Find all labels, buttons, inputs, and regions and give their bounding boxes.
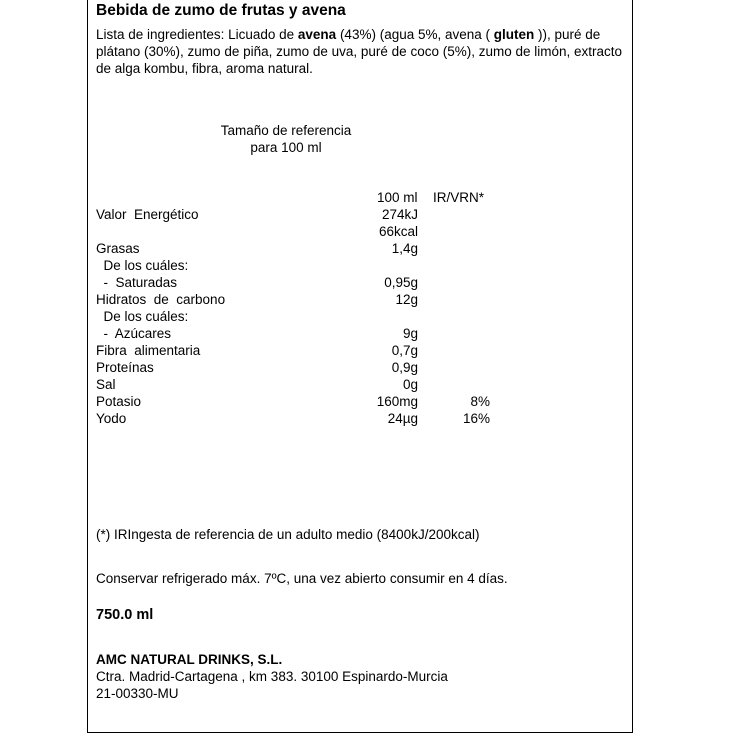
nutrient-ir: 16% — [462, 411, 490, 426]
company-name: AMC NATURAL DRINKS, S.L. — [96, 652, 283, 667]
column-header-ir: IR/VRN* — [433, 190, 485, 205]
ingredients-list — [96, 26, 628, 77]
nutrient-value: 0,9g — [391, 360, 418, 375]
nutrient-value: 66kcal — [378, 224, 418, 239]
footnote: (*) IRIngesta de referencia de un adulto medio (8400kJ/200kcal) — [96, 527, 480, 542]
nutrient-label: Sal — [96, 377, 116, 392]
nutrient-ir: 8% — [470, 394, 490, 409]
ingredients-text: Licuado de — [228, 27, 298, 42]
nutrient-value: 274kJ — [381, 207, 418, 222]
nutrient-value: 12g — [395, 292, 418, 307]
nutrient-value: 160mg — [376, 394, 418, 409]
reference-size-line1: Tamaño de referencia — [220, 123, 352, 138]
nutrient-label: Fibra alimentaria — [96, 343, 201, 358]
allergen-gluten: gluten — [493, 27, 535, 42]
product-title: Bebida de zumo de frutas y avena — [96, 2, 346, 19]
nutrient-value: 24µg — [387, 411, 418, 426]
nutrient-label: - Saturadas — [96, 275, 178, 290]
ingredients-text: (43%) (agua 5%, avena ( — [336, 27, 494, 42]
reference-size-line2: para 100 ml — [250, 140, 322, 155]
storage-instructions: Conservar refrigerado máx. 7ºC, una vez abierto consumir en 4 días. — [96, 571, 508, 586]
nutrient-value: 0,95g — [384, 275, 418, 290]
ingredients-text: )), puré de plátano (30%), zumo de piña, zumo de uva, puré de coco (5%), zumo de limón, extracto de alga kombu, fibra, aroma natural. — [96, 27, 623, 76]
allergen-avena: avena — [297, 27, 337, 42]
nutrient-value: 1,4g — [391, 241, 418, 256]
nutrient-label: Valor Energético — [96, 207, 199, 222]
nutrient-label: - Azúcares — [96, 326, 172, 341]
nutrient-label: De los cuáles: — [96, 309, 189, 324]
ingredients-label: Lista de ingredientes: — [96, 27, 229, 42]
nutrient-label: Grasas — [96, 241, 140, 256]
nutrient-label: De los cuáles: — [96, 258, 189, 273]
nutrient-label: Potasio — [96, 394, 142, 409]
nutrient-value: 9g — [402, 326, 418, 341]
column-header-100ml: 100 ml — [377, 190, 418, 205]
company-address: Ctra. Madrid-Cartagena , km 383. 30100 Espinardo-Murcia — [96, 669, 448, 684]
nutrient-value: 0g — [402, 377, 418, 392]
nutrient-label: Hidratos de carbono — [96, 292, 226, 307]
net-volume: 750.0 ml — [96, 607, 154, 623]
label-frame — [87, 0, 633, 733]
registry-code: 21-00330-MU — [96, 686, 179, 701]
nutrient-label: Proteínas — [96, 360, 154, 375]
nutrient-label: Yodo — [96, 411, 127, 426]
nutrient-value: 0,7g — [391, 343, 418, 358]
